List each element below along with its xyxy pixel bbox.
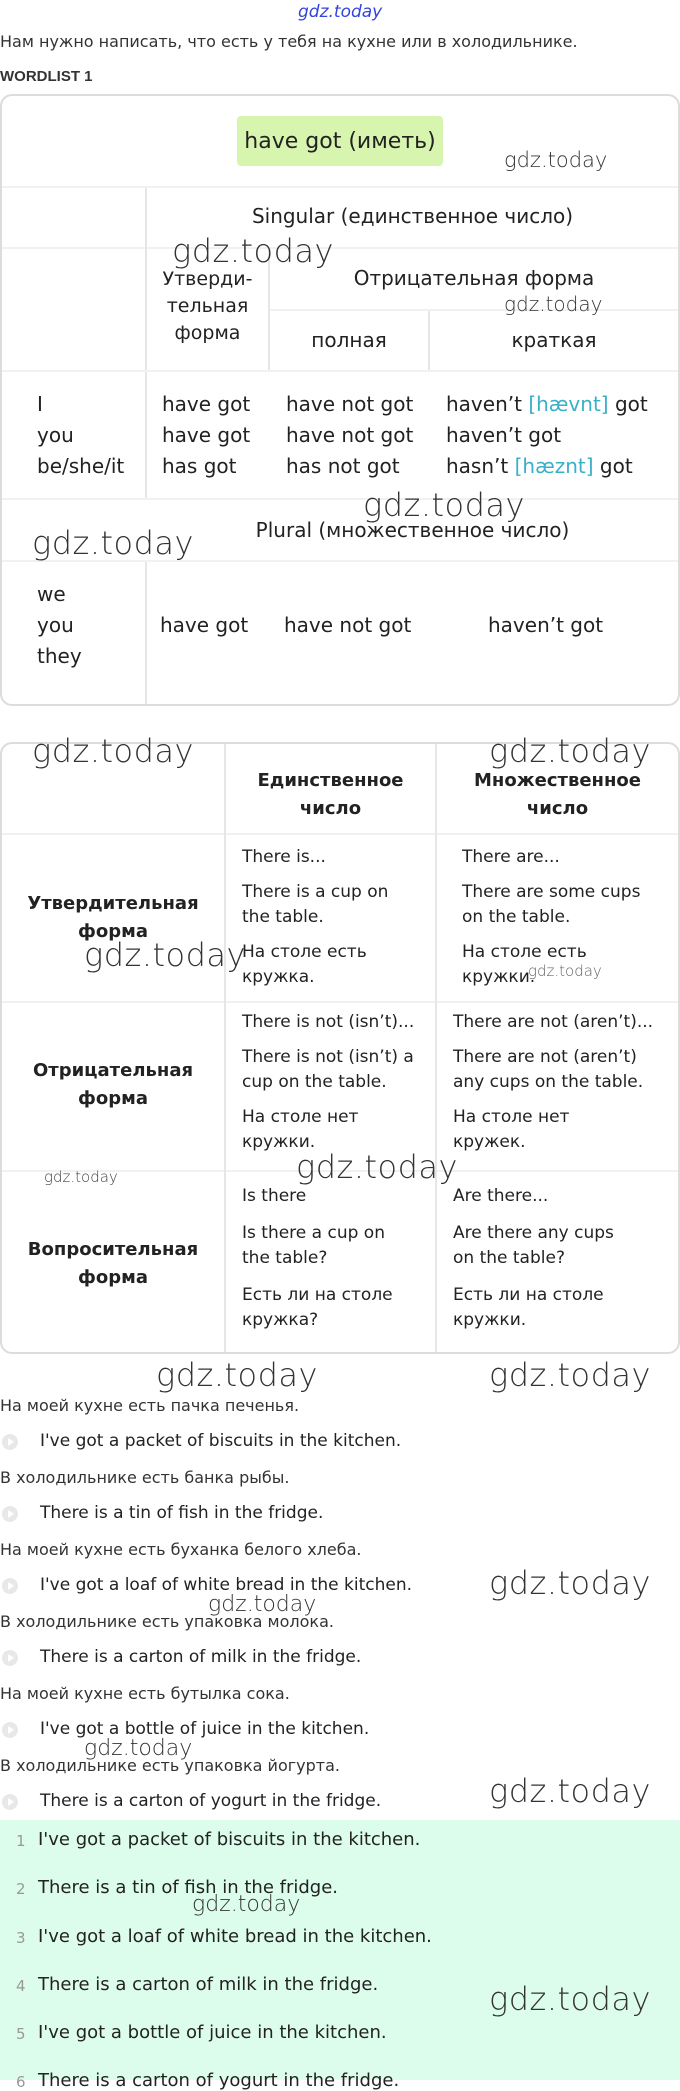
- play-icon[interactable]: [2, 1794, 18, 1810]
- watermark: gdz.today: [528, 962, 602, 980]
- answer-line: I've got a bottle of juice in the kitchen.: [38, 2022, 387, 2043]
- watermark: gdz.today: [489, 1980, 651, 2018]
- watermark: gdz.today: [192, 1892, 301, 1917]
- play-icon[interactable]: [2, 1434, 18, 1450]
- pronoun-2: you: [37, 423, 74, 447]
- exercise-en-3: I've got a loaf of white bread in the kitchen.: [40, 1575, 413, 1595]
- answer-number: 6: [16, 2073, 26, 2091]
- watermark: gdz.today: [296, 1148, 458, 1186]
- col-plural-header: Множественное число: [474, 770, 641, 819]
- watermark: gdz.today: [84, 936, 246, 974]
- affirm-3: has got: [162, 454, 237, 478]
- answer-line: There is a tin of fish in the fridge.: [38, 1877, 339, 1898]
- row-question-label: Вопросительная форма: [27, 1239, 199, 1288]
- play-icon[interactable]: [2, 1506, 18, 1522]
- answer-number: 3: [16, 1929, 26, 1947]
- pronoun-1: I: [37, 392, 43, 416]
- answer-number: 4: [16, 1977, 26, 1995]
- affirm-header: Утверди- тельная форма: [162, 268, 253, 344]
- full-neg-1: have not got: [286, 392, 414, 416]
- plural-full-neg: have not got: [284, 613, 412, 637]
- full-neg-3: has not got: [286, 454, 400, 478]
- play-icon[interactable]: [2, 1650, 18, 1666]
- negative-singular: There is not (isn’t)... There is not (isn’t) a cup on the table. На столе нет кружки.: [242, 1012, 415, 1152]
- affirmative-singular: There is... There is a cup on the table. На столе есть кружка.: [242, 847, 389, 987]
- plural-affirm: have got: [160, 613, 249, 637]
- top-watermark: gdz.today: [298, 2, 383, 22]
- watermark: gdz.today: [504, 292, 603, 316]
- exercise-en-5: I've got a bottle of juice in the kitchen.: [40, 1719, 370, 1739]
- answer-line: There is a carton of milk in the fridge.: [38, 1974, 379, 1995]
- full-neg-2: have not got: [286, 423, 414, 447]
- plural-pronoun-3: they: [37, 644, 82, 668]
- singular-header: Singular (единственное число): [251, 204, 574, 228]
- exercise-ru-5: На моей кухне есть бутылка сока.: [0, 1684, 290, 1703]
- row-affirmative-label: Утвердительная форма: [27, 893, 199, 942]
- plural-short-neg: haven’t got: [488, 613, 604, 637]
- watermark: gdz.today: [172, 232, 334, 270]
- pronoun-3: be/she/it: [37, 454, 125, 478]
- exercise-ru-1: На моей кухне есть пачка печенья.: [0, 1396, 300, 1415]
- wordlist-title: WORDLIST 1: [0, 68, 93, 85]
- affirmative-plural: There are... There are some cups on the table. На столе есть кружки.: [462, 847, 641, 987]
- play-icon[interactable]: [2, 1578, 18, 1594]
- exercise-ru-4: В холодильнике есть упаковка молока.: [0, 1612, 334, 1631]
- watermark: gdz.today: [504, 148, 608, 172]
- col-singular-header: Единственное число: [257, 770, 404, 819]
- watermark: gdz.today: [208, 1592, 317, 1617]
- answer-line: There is a carton of yogurt in the fridge.: [38, 2070, 400, 2091]
- watermark: gdz.today: [32, 732, 194, 770]
- plural-pronoun-1: we: [37, 582, 66, 606]
- negative-plural: There are not (aren’t)... There are not (aren’t) any cups on the table. На столе нет кружек.: [453, 1012, 654, 1152]
- full-header: полная: [311, 328, 387, 352]
- watermark: gdz.today: [489, 1564, 651, 1602]
- exercise-ru-6: В холодильнике есть упаковка йогурта.: [0, 1756, 340, 1775]
- answer-number: 2: [16, 1880, 26, 1898]
- watermark: gdz.today: [489, 1772, 651, 1810]
- exercise-ru-2: В холодильнике есть банка рыбы.: [0, 1468, 290, 1487]
- answer-line: I've got a loaf of white bread in the kitchen.: [38, 1926, 432, 1947]
- exercise-ru-3: На моей кухне есть буханка белого хлеба.: [0, 1540, 362, 1559]
- watermark: gdz.today: [489, 732, 651, 770]
- exercise-en-2: There is a tin of fish in the fridge.: [40, 1503, 324, 1523]
- watermark: gdz.today: [489, 1356, 651, 1394]
- answer-number: 5: [16, 2025, 26, 2043]
- affirm-1: have got: [162, 392, 251, 416]
- short-neg-3: hasn’t [hæznt] got: [446, 454, 633, 478]
- have-got-highlight: have got (иметь): [237, 116, 443, 166]
- watermark: gdz.today: [32, 524, 194, 562]
- intro-text: Нам нужно написать, что есть у тебя на кухне или в холодильнике.: [0, 32, 578, 51]
- watermark: gdz.today: [156, 1356, 318, 1394]
- question-plural: Are there... Are there any cups on the table? Есть ли на столе кружки.: [453, 1186, 614, 1330]
- exercise-en-4: There is a carton of milk in the fridge.: [40, 1647, 362, 1667]
- short-neg-1: haven’t [hævnt] got: [446, 392, 648, 416]
- short-neg-2: haven’t got: [446, 423, 562, 447]
- plural-pronoun-2: you: [37, 613, 74, 637]
- answer-number: 1: [16, 1832, 26, 1850]
- transcription-3: [hæznt]: [514, 454, 594, 478]
- exercise-en-6: There is a carton of yogurt in the fridge.: [40, 1791, 382, 1811]
- watermark: gdz.today: [44, 1168, 118, 1186]
- row-negative-label: Отрицательная форма: [32, 1060, 194, 1109]
- play-icon[interactable]: [2, 1722, 18, 1738]
- affirm-2: have got: [162, 423, 251, 447]
- plural-header: Plural (множественное число): [255, 518, 570, 542]
- short-header: краткая: [511, 328, 597, 352]
- exercise-en-1: I've got a packet of biscuits in the kitchen.: [40, 1431, 402, 1451]
- watermark: gdz.today: [84, 1736, 193, 1761]
- answer-line: I've got a packet of biscuits in the kitchen.: [38, 1829, 421, 1850]
- negative-header: Отрицательная форма: [353, 266, 595, 290]
- transcription-1: [hævnt]: [528, 392, 609, 416]
- watermark: gdz.today: [363, 486, 525, 524]
- question-singular: Is there Is there a cup on the table? Есть ли на столе кружка?: [242, 1186, 393, 1330]
